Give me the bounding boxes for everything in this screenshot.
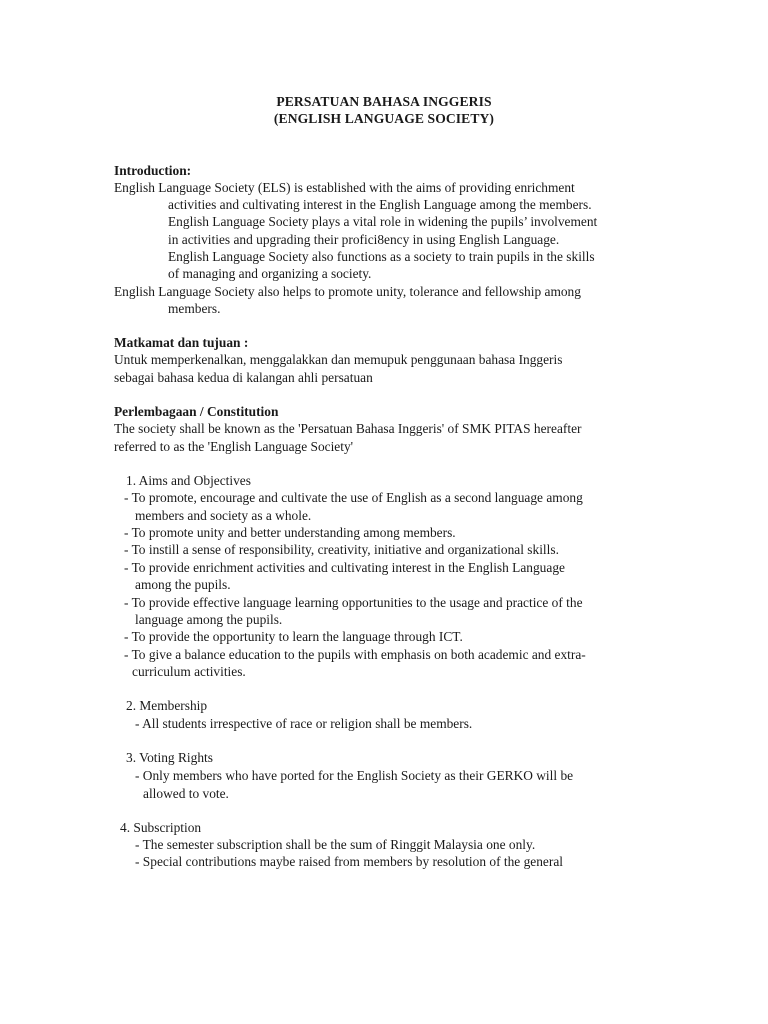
matkamat-line: Untuk memperkenalkan, menggalakkan dan memupuk penggunaan bahasa Inggeris	[114, 352, 563, 367]
membership-heading: 2. Membership	[126, 698, 208, 713]
voting-heading: 3. Voting Rights	[126, 750, 213, 765]
aims-line: - To provide enrichment activities and cultivating interest in the English Language	[124, 560, 565, 575]
aims-line: - To give a balance education to the pupils with emphasis on both academic and extra-	[124, 647, 586, 662]
aims-line: - To instill a sense of responsibility, creativity, initiative and organizational skills.	[124, 542, 559, 557]
constitution-line: referred to as the 'English Language Society'	[114, 439, 354, 454]
introduction-line: in activities and upgrading their profici8ency in using English Language.	[168, 232, 560, 247]
introduction-line: of managing and organizing a society.	[168, 266, 372, 281]
introduction-line: English Language Society (ELS) is established with the aims of providing enrichment	[114, 180, 575, 195]
introduction-line: English Language Society plays a vital role in widening the pupils’ involvement	[168, 214, 598, 229]
constitution-line: The society shall be known as the 'Persatuan Bahasa Inggeris' of SMK PITAS hereafter	[114, 421, 582, 436]
subscription-heading: 4. Subscription	[120, 820, 202, 835]
aims-line: members and society as a whole.	[135, 508, 312, 523]
aims-line: among the pupils.	[135, 577, 231, 592]
matkamat-line: sebagai bahasa kedua di kalangan ahli persatuan	[114, 370, 373, 385]
subscription-line: - Special contributions maybe raised from members by resolution of the general	[135, 854, 564, 869]
constitution-heading: Perlembagaan / Constitution	[114, 404, 279, 419]
subscription-line: - The semester subscription shall be the sum of Ringgit Malaysia one only.	[135, 837, 536, 852]
document-title-line-1: PERSATUAN BAHASA INGGERIS	[276, 94, 492, 109]
aims-line: - To provide the opportunity to learn the language through ICT.	[124, 629, 463, 644]
voting-line: - Only members who have ported for the English Society as their GERKO will be	[135, 768, 574, 783]
introduction-heading: Introduction:	[114, 163, 192, 178]
aims-line: language among the pupils.	[135, 612, 283, 627]
aims-line: - To promote unity and better understanding among members.	[124, 525, 456, 540]
aims-line: - To promote, encourage and cultivate the use of English as a second language among	[124, 490, 583, 505]
introduction-line: English Language Society also functions as a society to train pupils in the skills	[168, 249, 595, 264]
membership-line: - All students irrespective of race or religion shall be members.	[135, 716, 473, 731]
voting-line: allowed to vote.	[143, 786, 229, 801]
document-title-line-2: (ENGLISH LANGUAGE SOCIETY)	[273, 111, 495, 126]
aims-line: - To provide effective language learning opportunities to the usage and practice of the	[124, 595, 583, 610]
introduction-line: English Language Society also helps to promote unity, tolerance and fellowship among	[114, 284, 581, 299]
aims-heading: 1. Aims and Objectives	[126, 473, 251, 488]
introduction-line: members.	[168, 301, 221, 316]
aims-line: curriculum activities.	[132, 664, 246, 679]
matkamat-heading: Matkamat dan tujuan :	[114, 335, 249, 350]
introduction-line: activities and cultivating interest in the English Language among the members.	[168, 197, 592, 212]
